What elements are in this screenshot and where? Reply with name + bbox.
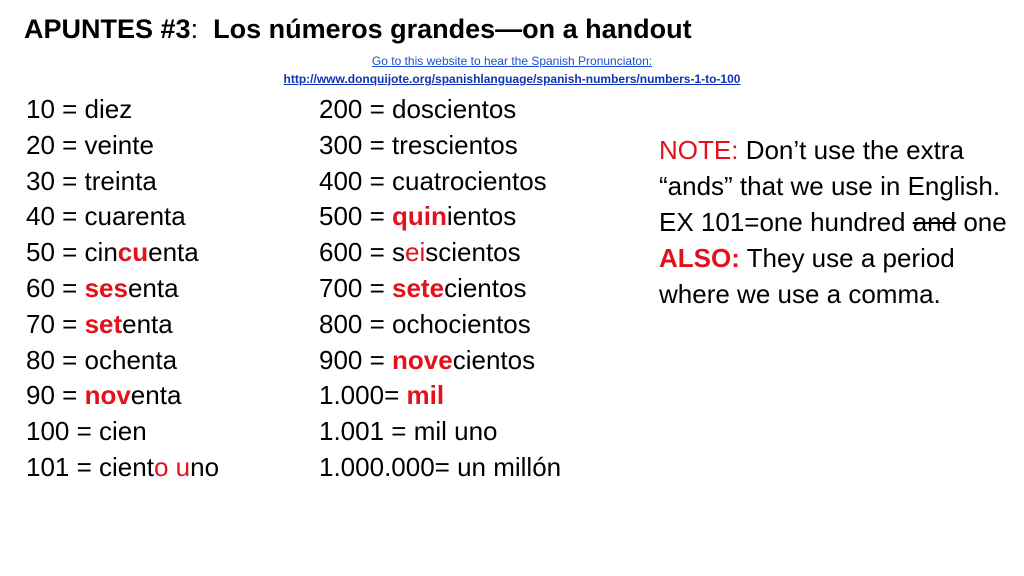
number-row: [319, 414, 561, 450]
number-row: [26, 128, 219, 164]
number-row: [26, 92, 219, 128]
number-row: [26, 307, 219, 343]
also-text: They use a period where we use a comma.: [659, 243, 955, 309]
number-text: 10 = diez: [26, 94, 133, 124]
number-row: [319, 199, 561, 235]
number-text: 60 =: [26, 272, 85, 303]
title-lead: APUNTES #3: [24, 14, 191, 44]
title-rest: Los números grandes—on a handout: [213, 14, 692, 44]
number-row: [26, 164, 219, 200]
number-row: [26, 271, 219, 307]
number-row: [26, 378, 219, 414]
number-text: 600 = s: [319, 237, 406, 268]
number-row: [319, 92, 561, 128]
highlight-syllable-2: u: [175, 451, 191, 482]
note-box: [659, 132, 1019, 312]
number-text: 900 =: [319, 344, 393, 375]
number-text: 100 = cien: [26, 416, 147, 447]
number-row: [26, 414, 219, 450]
number-text: 1.001 = mil uno: [319, 416, 498, 447]
highlight-syllable: mil: [406, 380, 445, 411]
number-text-end: cientos: [444, 272, 527, 303]
number-row: [26, 199, 219, 235]
number-text: 1.000=: [319, 380, 407, 411]
number-text: 400 = cuatrocientos: [319, 165, 547, 196]
example-strikethrough: and: [912, 207, 957, 237]
number-row: [319, 378, 561, 414]
number-text-end: enta: [148, 237, 199, 268]
note-label: NOTE: [659, 135, 732, 165]
numbers-column-2: [319, 92, 561, 486]
number-row: [319, 271, 561, 307]
number-row: [319, 164, 561, 200]
number-row: [26, 343, 219, 379]
number-row: [319, 343, 561, 379]
number-text: 700 =: [319, 272, 393, 303]
number-row: [319, 307, 561, 343]
note-text: Don’t use the extra “ands” that we use in English.: [659, 135, 1001, 201]
number-text: 200 = doscientos: [319, 94, 517, 124]
highlight-syllable: cu: [117, 237, 149, 268]
number-row: [319, 450, 561, 486]
title-colon: :: [190, 14, 199, 44]
pronunciation-link-caption[interactable]: Go to this website to hear the Spanish Pronunciaton:: [371, 54, 653, 68]
number-text-end: enta: [122, 308, 173, 339]
number-text: 1.000.000= un millón: [319, 451, 562, 482]
number-text: 50 = cin: [26, 237, 118, 268]
number-row: [26, 450, 219, 486]
number-row: [319, 235, 561, 271]
highlight-syllable: o: [153, 451, 169, 482]
number-row: [26, 235, 219, 271]
number-text: 40 = cuarenta: [26, 201, 186, 232]
highlight-syllable: nov: [84, 380, 131, 411]
number-text: 800 = ochocientos: [319, 308, 531, 339]
number-text-end: cientos: [452, 344, 536, 375]
number-text: 90 =: [26, 380, 85, 411]
number-text: 500 =: [319, 201, 393, 232]
number-text-end: scientos: [425, 237, 521, 268]
number-text: 80 = ochenta: [26, 344, 178, 375]
note-colon: :: [731, 135, 739, 165]
number-text: 70 =: [26, 308, 85, 339]
highlight-syllable: ei: [405, 237, 426, 268]
number-text: 300 = trescientos: [319, 129, 518, 160]
number-text: 101 = cient: [26, 451, 154, 482]
also-label: ALSO:: [659, 243, 740, 273]
number-text: 20 = veinte: [26, 129, 154, 160]
number-text-end: ientos: [446, 201, 517, 232]
pronunciation-link-url[interactable]: http://www.donquijote.org/spanishlanguage/spanish-numbers/numbers-1-to-100: [283, 72, 741, 86]
highlight-syllable: ses: [84, 272, 128, 303]
number-text: 30 = treinta: [26, 165, 157, 196]
number-text-end: enta: [127, 272, 179, 303]
number-text-end: enta: [130, 380, 182, 411]
page-title: [24, 14, 692, 45]
highlight-syllable: sete: [392, 272, 445, 303]
example-prefix: EX 101=one hundred: [659, 207, 913, 237]
numbers-column-1: [26, 92, 219, 486]
number-text-tail: no: [190, 451, 220, 482]
highlight-syllable: quin: [392, 201, 447, 232]
highlight-syllable: nove: [392, 344, 453, 375]
number-row: [319, 128, 561, 164]
number-text-end: [168, 452, 175, 482]
example-suffix: one: [956, 207, 1007, 237]
highlight-syllable: set: [84, 308, 123, 339]
